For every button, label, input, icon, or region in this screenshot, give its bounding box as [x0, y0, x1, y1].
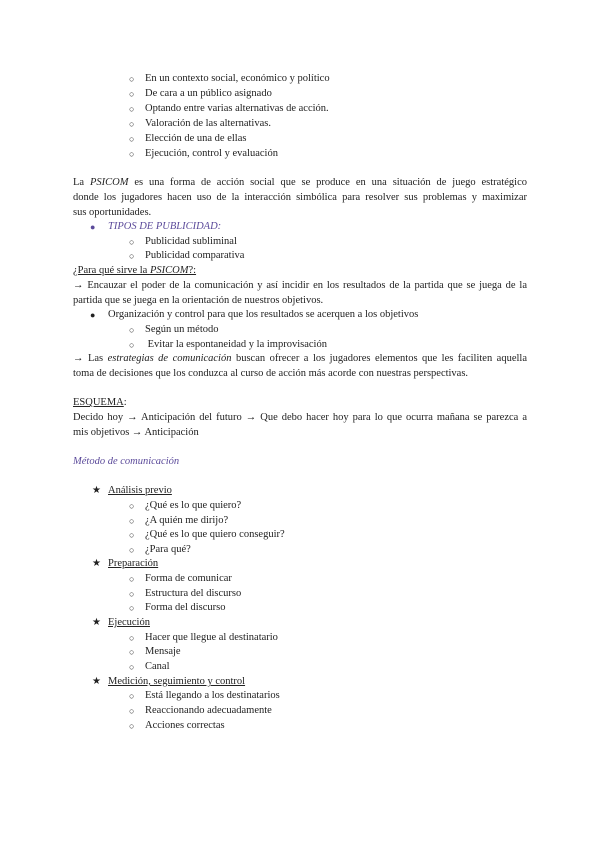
list-item: Ejecución, control y evaluación [145, 148, 278, 159]
list-item: Publicidad subliminal [145, 236, 237, 247]
circle-bullet-icon: ○ [129, 545, 135, 555]
list-item: Valoración de las alternativas. [145, 118, 271, 129]
esquema-heading [73, 396, 127, 410]
circle-bullet-icon: ○ [129, 633, 135, 643]
list-item: De cara a un público asignado [145, 88, 272, 99]
star-bullet-icon: ★ [92, 485, 101, 496]
circle-bullet-icon: ○ [129, 691, 135, 701]
circle-bullet-icon: ○ [129, 647, 135, 657]
circle-bullet-icon: ○ [129, 325, 135, 335]
list-item: ¿A quién me dirijo? [145, 515, 229, 526]
paragraph-line: partida que se juega en la orientación de nuestros objetivos. [73, 295, 324, 306]
paragraph-line [73, 176, 527, 190]
paragraph-line [73, 352, 527, 366]
text: buscan ofrecer a los jugadores elementos que les faciliten aquella [231, 353, 528, 364]
list-item: Publicidad comparativa [145, 250, 245, 261]
psicom-term: PSICOM [149, 265, 189, 276]
circle-bullet-icon: ○ [129, 251, 135, 261]
circle-bullet-icon: ○ [129, 662, 135, 672]
list-item: Elección de una de ellas [145, 133, 247, 144]
circle-bullet-icon: ○ [129, 134, 135, 144]
publicity-heading: TIPOS DE PUBLICIDAD: [108, 221, 222, 232]
circle-bullet-icon: ○ [129, 104, 135, 114]
list-item: Forma del discurso [145, 602, 226, 613]
paragraph-line: mis objetivos → Anticipación [73, 427, 199, 438]
circle-bullet-icon: ○ [129, 721, 135, 731]
star-bullet-icon: ★ [92, 617, 101, 628]
section-title: Ejecución [108, 617, 150, 628]
circle-bullet-icon: ○ [129, 574, 135, 584]
section-title: Medición, seguimiento y control [108, 676, 246, 687]
list-item: Mensaje [145, 646, 181, 657]
section-title: Análisis previo [108, 485, 172, 496]
section-title: Preparación [108, 558, 159, 569]
psicom-term: PSICOM [89, 177, 129, 188]
circle-bullet-icon: ○ [129, 149, 135, 159]
text: ESQUEMA [73, 397, 124, 408]
paragraph-line: toma de decisiones que los conduzca al curso de acción más acorde con nuestras perspectivas. [73, 368, 469, 379]
list-item: ¿Para qué? [145, 544, 191, 555]
purpose-question [73, 264, 196, 278]
star-bullet-icon: ★ [92, 558, 101, 569]
circle-bullet-icon: ○ [129, 74, 135, 84]
star-bullet-icon: ★ [92, 676, 101, 687]
circle-bullet-icon: ○ [129, 706, 135, 716]
dot-bullet-icon: ● [90, 222, 96, 232]
list-item: Hacer que llegue al destinatario [145, 632, 278, 643]
circle-bullet-icon: ○ [129, 119, 135, 129]
circle-bullet-icon: ○ [129, 501, 135, 511]
list-item: Optando entre varias alternativas de acción. [145, 103, 329, 114]
list-item: ¿Qué es lo que quiero? [145, 500, 242, 511]
circle-bullet-icon: ○ [129, 589, 135, 599]
paragraph-line: donde los jugadores hacen uso de la interacción simbólica para resolver sus problemas y maximizar [73, 192, 527, 203]
text: → Las [73, 353, 108, 364]
list-item: Organización y control para que los resultados se acerquen a los objetivos [108, 309, 419, 320]
text: : [123, 397, 127, 408]
list-item: Según un método [145, 324, 219, 335]
list-item: Está llegando a los destinatarios [145, 690, 280, 701]
paragraph-line: → Encauzar el poder de la comunicación y así incidir en los resultados de la partida que se juega de la [73, 280, 527, 291]
strategy-term: estrategias de comunicación [107, 353, 232, 364]
list-item: Estructura del discurso [145, 588, 242, 599]
list-item: Forma de comunicar [145, 573, 232, 584]
circle-bullet-icon: ○ [129, 237, 135, 247]
circle-bullet-icon: ○ [129, 340, 135, 350]
list-item: Canal [145, 661, 170, 672]
circle-bullet-icon: ○ [129, 516, 135, 526]
text: La [73, 177, 90, 188]
circle-bullet-icon: ○ [129, 89, 135, 99]
list-item: ¿Qué es lo que quiero conseguir? [145, 529, 285, 540]
list-item: En un contexto social, económico y político [145, 73, 330, 84]
list-item: Acciones correctas [145, 720, 225, 731]
dot-bullet-icon: ● [90, 310, 96, 320]
list-item: Reaccionando adecuadamente [145, 705, 272, 716]
list-item: Evitar la espontaneidad y la improvisación [145, 339, 327, 350]
circle-bullet-icon: ○ [129, 603, 135, 613]
text: ¿Para qué sirve la [73, 265, 150, 276]
circle-bullet-icon: ○ [129, 530, 135, 540]
paragraph-line: Decido hoy → Anticipación del futuro → Que debo hacer hoy para lo que ocurra mañana se parezca a [73, 412, 527, 423]
method-heading: Método de comunicación [73, 456, 180, 467]
paragraph-line: sus oportunidades. [73, 207, 152, 218]
text: es una forma de acción social que se produce en una situación de juego estratégico [128, 177, 527, 188]
text: ?: [188, 265, 197, 276]
